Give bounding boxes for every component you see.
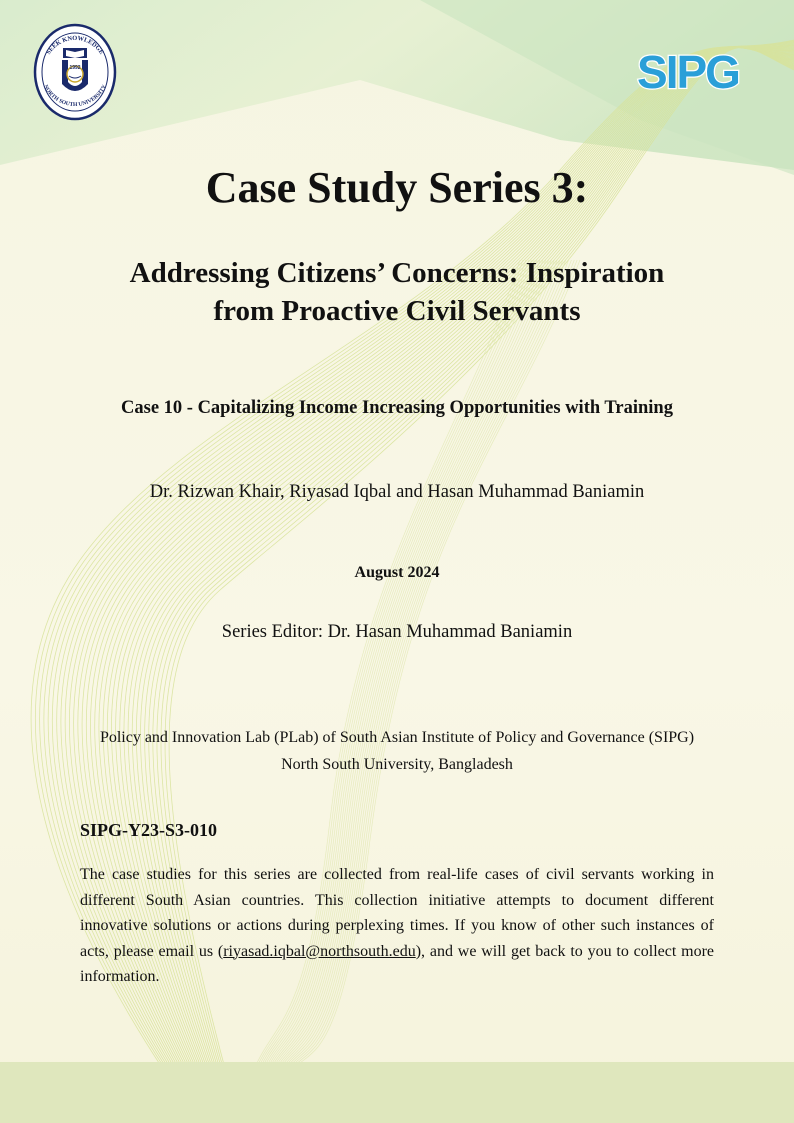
sipg-logo-text: SIPG: [637, 46, 739, 96]
case-title: Case 10 - Capitalizing Income Increasing Opportunities with Training: [121, 398, 673, 418]
subtitle-line-2: from Proactive Civil Servants: [213, 295, 581, 327]
wave-line: [246, 260, 529, 1123]
seal-ring-bottom-text: NORTH SOUTH UNIVERSITY: [42, 84, 108, 109]
publication-date: August 2024: [354, 564, 440, 581]
note-text-before-email: The case studies for this series are collected from real-life cases of civil servants working in different South Asian countries. This collection initiative attempts to document different innovative solutions or actions during perplexing times. If you know of other such instances of acts, please email us (: [80, 866, 714, 960]
institution-block: [0, 724, 794, 778]
wave-line: [250, 260, 535, 1123]
wave-line: [269, 260, 563, 1123]
seal-ring-top-text: SEEK KNOWLEDGE: [44, 34, 105, 56]
page-title: Case Study Series 3:: [205, 163, 589, 212]
wave-line: [272, 260, 568, 1123]
document-code: SIPG-Y23-S3-010: [80, 820, 218, 840]
wave-line: [248, 260, 532, 1123]
university-seal-logo: [33, 22, 117, 122]
subtitle-line-1: Addressing Citizens’ Concerns: Inspiration: [129, 257, 665, 289]
wave-line: [274, 260, 571, 1123]
wave-line: [276, 260, 574, 1123]
bottom-band: [0, 1062, 794, 1123]
seal-year: 1992: [69, 65, 81, 71]
note-text-after-email: ), and we will get back to you to collect more information.: [80, 942, 714, 985]
authors: Dr. Rizwan Khair, Riyasad Iqbal and Hasan Muhammad Baniamin: [149, 482, 645, 502]
institution-line-2: North South University, Bangladesh: [281, 756, 513, 773]
wave-line: [251, 260, 537, 1123]
contact-email-link[interactable]: riyasad.iqbal@northsouth.edu: [223, 942, 416, 960]
institution-line-1: Policy and Innovation Lab (PLab) of South Asian Institute of Policy and Governance (SIPG): [99, 729, 695, 746]
page-subtitle: [0, 254, 794, 330]
series-editor: Series Editor: Dr. Hasan Muhammad Baniamin: [221, 622, 573, 642]
wave-line: [278, 260, 577, 1123]
sipg-logo: [622, 46, 754, 96]
wave-line: [255, 260, 543, 1123]
contact-note: [80, 862, 714, 990]
wave-line: [253, 260, 540, 1123]
